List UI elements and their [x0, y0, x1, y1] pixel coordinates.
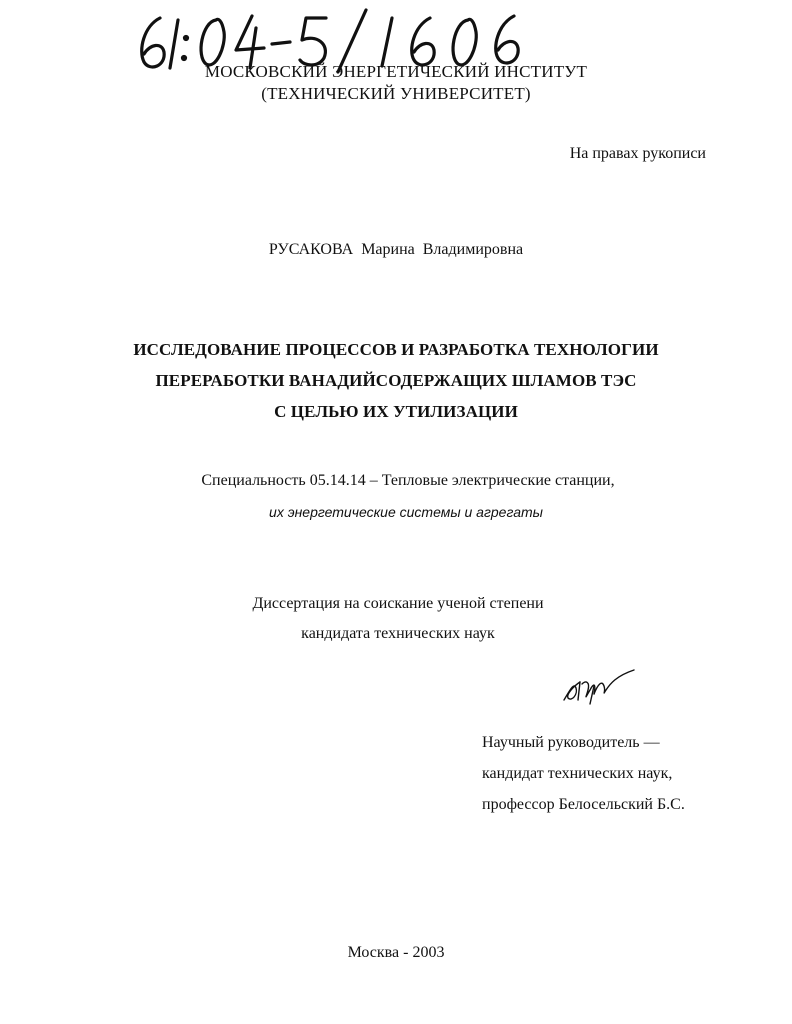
- institution-name: МОСКОВСКИЙ ЭНЕРГЕТИЧЕСКИЙ ИНСТИТУТ: [204, 62, 588, 81]
- supervisor-line-2: кандидат технических наук,: [482, 765, 673, 782]
- manuscript-rights-note: На правах рукописи: [569, 145, 706, 162]
- supervisor-line-1: Научный руководитель —: [482, 734, 660, 751]
- handwritten-signature: [560, 660, 640, 708]
- author-surname: РУСАКОВА: [268, 241, 354, 258]
- dissertation-degree-line-1: Диссертация на соискание ученой степени: [252, 595, 544, 612]
- signature-drawing: [560, 660, 640, 708]
- thesis-title-line-2: ПЕРЕРАБОТКИ ВАНАДИЙСОДЕРЖАЩИХ ШЛАМОВ ТЭС: [155, 371, 637, 390]
- dissertation-degree-line-2: кандидата технических наук: [301, 625, 495, 642]
- author-patronymic: Владимировна: [422, 241, 524, 258]
- city-and-year: Москва - 2003: [347, 944, 445, 961]
- author-given-name: Марина: [361, 241, 415, 258]
- thesis-title-line-3: С ЦЕЛЬЮ ИХ УТИЛИЗАЦИИ: [274, 402, 518, 421]
- author-name: [0, 240, 792, 260]
- specialty-line-2: их энергетические системы и агрегаты: [269, 504, 543, 520]
- institution-subtitle: (ТЕХНИЧЕСКИЙ УНИВЕРСИТЕТ): [261, 84, 531, 103]
- specialty-line-1: Специальность 05.14.14 – Тепловые электрические станции,: [201, 472, 615, 489]
- thesis-title-line-1: ИССЛЕДОВАНИЕ ПРОЦЕССОВ И РАЗРАБОТКА ТЕХНОЛОГИИ: [133, 340, 659, 359]
- supervisor-line-3: профессор Белосельский Б.С.: [482, 796, 685, 813]
